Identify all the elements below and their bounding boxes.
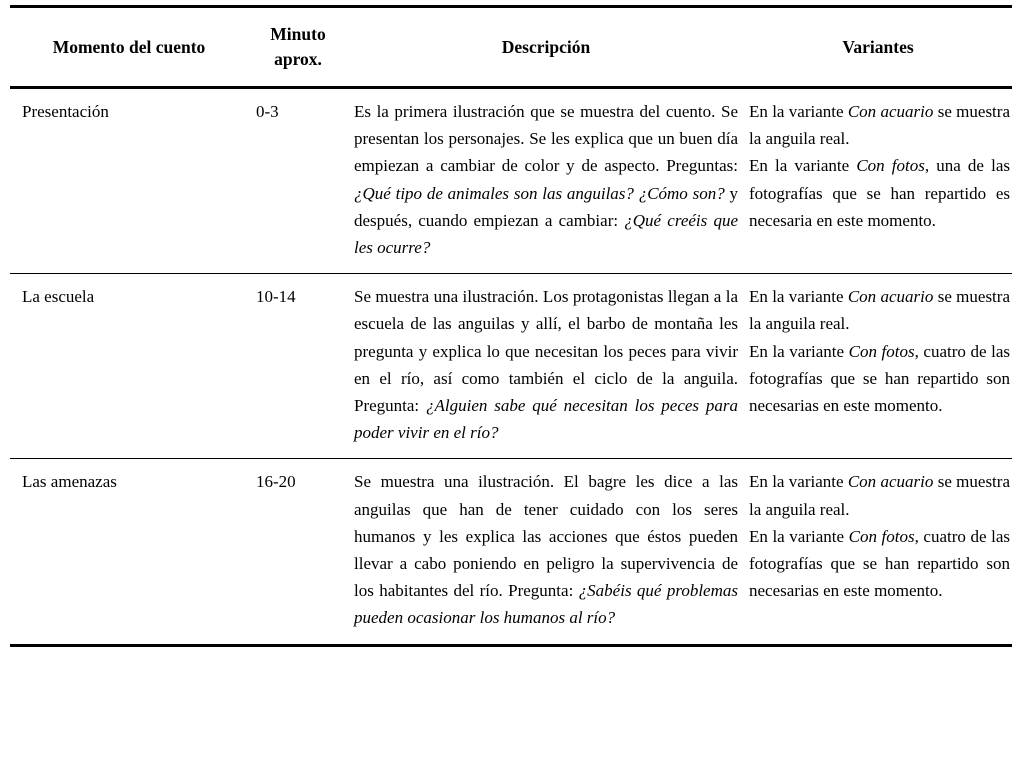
cell-variantes <box>744 459 1012 645</box>
italic-run: Con acuario <box>847 102 934 121</box>
cell-minuto: 10-14 <box>256 287 296 307</box>
text-run: En la variante <box>749 156 857 176</box>
text-run: En la variante <box>749 341 849 361</box>
column-header-variantes: Variantes <box>842 36 914 57</box>
cell-momento: Presentación <box>22 102 109 121</box>
text-run: , una de las fotografías que se han repartido es necesaria en este momento. <box>749 156 1010 230</box>
text-run: En la variante <box>749 472 848 492</box>
cell-variantes <box>744 274 1012 459</box>
document-page <box>0 5 1022 759</box>
cell-descripcion <box>348 459 744 645</box>
text-run: Es la primera ilustración que se muestra del cuento. Se presentan los personajes. Se les explica que un buen día empiezan a cambiar de color y de aspecto. Preguntas: <box>354 102 738 176</box>
cell-descripcion <box>348 274 744 459</box>
variant-paragraph <box>749 468 1010 522</box>
table-row <box>10 459 1012 645</box>
italic-run: Con acuario <box>847 287 934 307</box>
variant-paragraph <box>749 98 1010 152</box>
italic-run: Con fotos <box>848 526 915 546</box>
table-header-row <box>10 7 1012 88</box>
cell-momento: Las amenazas <box>22 472 117 492</box>
description-paragraph <box>354 283 738 446</box>
description-paragraph <box>354 468 738 631</box>
italic-run: ¿Sabéis qué problemas pueden ocasionar los humanos al río? <box>354 581 738 628</box>
column-header-minuto-line1: Minuto <box>270 24 326 44</box>
italic-run: ¿Alguien sabe qué necesitan los peces para poder vivir en el río? <box>354 396 738 443</box>
variant-paragraph <box>749 338 1010 420</box>
table-body <box>10 88 1012 646</box>
text-run: , cuatro de las fotografías que se han repartido son necesarias en este momento. <box>749 341 1010 416</box>
text-run: se muestra la anguila real. <box>749 472 1010 519</box>
text-run: En la variante <box>749 102 848 121</box>
variant-paragraph <box>749 152 1010 234</box>
text-run: En la variante <box>749 287 848 307</box>
text-run: En la variante <box>749 526 849 546</box>
table-row <box>10 88 1012 274</box>
text-run: se muestra la anguila real. <box>749 102 1010 149</box>
story-moments-table <box>10 5 1012 647</box>
italic-run: Con fotos <box>856 156 925 176</box>
text-run: Se muestra una ilustración. El bagre les dice a las anguilas que han de tener cuidado con los seres humanos y les explica las acciones que éstos pueden llevar a cabo poniendo en peligro la supervivencia de los habitantes del río. Pregunta: <box>354 472 738 601</box>
column-header-minuto-line2: aprox. <box>274 49 322 69</box>
text-run: se muestra la anguila real. <box>749 287 1010 334</box>
italic-run: ¿Qué creéis que les ocurre? <box>354 210 738 258</box>
cell-descripcion <box>348 88 744 274</box>
variant-paragraph <box>749 283 1010 337</box>
column-header-minuto <box>248 7 348 88</box>
cell-minuto: 16-20 <box>256 472 296 492</box>
text-run: , cuatro de las fotografías que se han repartido son necesarias en este momento. <box>749 526 1010 601</box>
italic-run: Con fotos <box>848 341 915 361</box>
variant-paragraph <box>749 523 1010 605</box>
description-paragraph <box>354 98 738 261</box>
table-header <box>10 7 1012 88</box>
italic-run: Con acuario <box>847 472 934 492</box>
italic-run: ¿Qué tipo de animales son las anguilas? ¿Cómo son? <box>354 183 725 203</box>
cell-momento: La escuela <box>22 287 95 307</box>
column-header-descripcion: Descripción <box>501 36 591 57</box>
cell-minuto: 0-3 <box>256 102 279 121</box>
table-row <box>10 274 1012 459</box>
text-run: y después, cuando empiezan a cambiar: <box>354 183 739 230</box>
text-run: Se muestra una ilustración. Los protagonistas llegan a la escuela de las anguilas y allí, el barbo de montaña les pregunta y explica lo que necesitan los peces para vivir en el río, así como también el ciclo de la anguila. Pregunta: <box>354 287 738 416</box>
cell-variantes <box>744 88 1012 274</box>
column-header-momento: Momento del cuento <box>52 36 206 57</box>
